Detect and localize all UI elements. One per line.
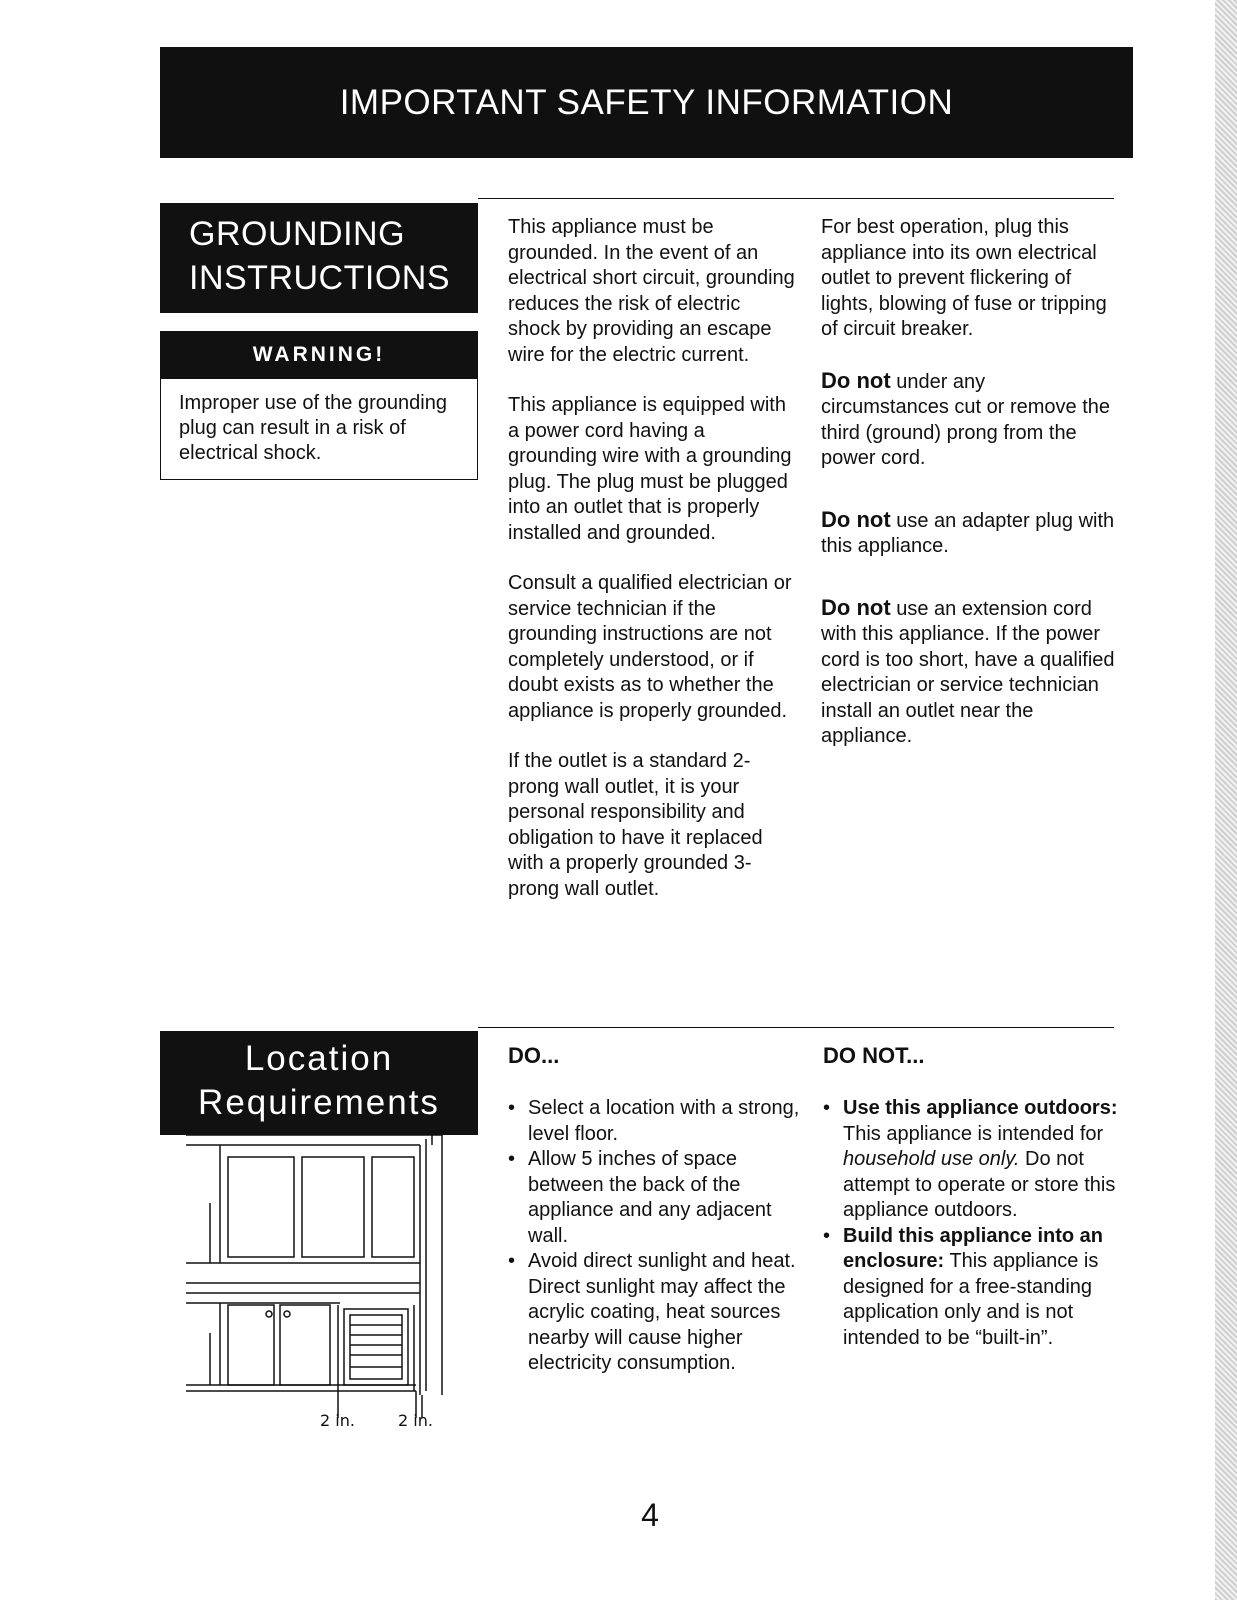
do-not-item: Do not use an adapter plug with this appliance. <box>821 506 1115 557</box>
page-title: IMPORTANT SAFETY INFORMATION <box>339 82 954 122</box>
grounding-paragraph: If the outlet is a standard 2-prong wall outlet, it is your personal responsibility and obligation to have it replaced with a properly grounded 3-prong wall outlet. <box>508 750 763 900</box>
do-list-item: • Allow 5 inches of space between the back of the appliance and any adjacent wall. <box>508 1148 772 1247</box>
scan-edge-strip <box>1215 0 1237 1600</box>
warning-box <box>160 379 478 480</box>
do-not-label: Do not <box>821 594 891 620</box>
location-title-line1: Location <box>244 1039 394 1078</box>
do-not-item: Do not use an extension cord with this appliance. If the power cord is too short, have a qualified electrician or service technician install an outlet near the appliance. <box>821 594 1115 747</box>
clearance-label-left: 2 in. <box>320 1411 355 1430</box>
do-not-label: Do not <box>821 506 891 532</box>
warning-text: Improper use of the grounding plug can result in a risk of electrical shock. <box>179 392 447 464</box>
page-number: 4 <box>641 1497 659 1533</box>
do-list <box>506 1096 806 1377</box>
donot-heading: DO NOT... <box>823 1043 925 1068</box>
do-heading: DO... <box>508 1043 560 1068</box>
clearance-label-right: 2 in. <box>398 1411 433 1430</box>
grounding-paragraph: This appliance must be grounded. In the event of an electrical short circuit, grounding reduces the risk of electric shock by providing an escape wire for the electric current. <box>508 216 795 366</box>
best-operation-paragraph: For best operation, plug this appliance into its own electrical outlet to prevent flickering of lights, blowing of fuse or tripping of circuit breaker. <box>821 216 1107 340</box>
grounding-column-1 <box>508 215 798 927</box>
location-title-line2: Requirements <box>198 1083 440 1122</box>
grounding-paragraph: Consult a qualified electrician or service technician if the grounding instructions are not completely understood, or if doubt exists as to whether the appliance is properly grounded. <box>508 572 792 722</box>
page-header-bar <box>160 47 1133 158</box>
warning-label: WARNING! <box>160 331 478 379</box>
donot-list <box>821 1096 1121 1351</box>
do-list-item: • Avoid direct sunlight and heat. Direct sunlight may affect the acrylic coating, heat sources nearby will cause higher electricity consumption. <box>508 1250 796 1374</box>
do-not-item: Do not under any circumstances cut or remove the third (ground) prong from the power cord. <box>821 367 1110 469</box>
grounding-title-box <box>160 203 478 313</box>
grounding-paragraph: This appliance is equipped with a power cord having a grounding wire with a grounding plug. The plug must be plugged into an outlet that is properly installed and grounded. <box>508 394 792 544</box>
grounding-title-line2: INSTRUCTIONS <box>189 259 450 297</box>
kitchen-clearance-illustration <box>180 1133 460 1448</box>
grounding-column-2 <box>821 215 1116 775</box>
do-list-item: • Select a location with a strong, level floor. <box>508 1097 800 1145</box>
grounding-title-line1: GROUNDING <box>189 215 406 253</box>
donot-list-item: • Build this appliance into an enclosure: This appliance is designed for a free-standing application only and is not intended to be “built-in”. <box>823 1224 1104 1349</box>
donot-list-item: • Use this appliance outdoors: This appliance is intended for household use only. Do not attempt to operate or store this appliance outdoors. <box>823 1097 1118 1221</box>
section-rule-location <box>478 1027 1114 1028</box>
do-not-label: Do not <box>821 367 891 393</box>
location-title-box <box>160 1031 478 1135</box>
section-rule-top <box>478 198 1114 199</box>
